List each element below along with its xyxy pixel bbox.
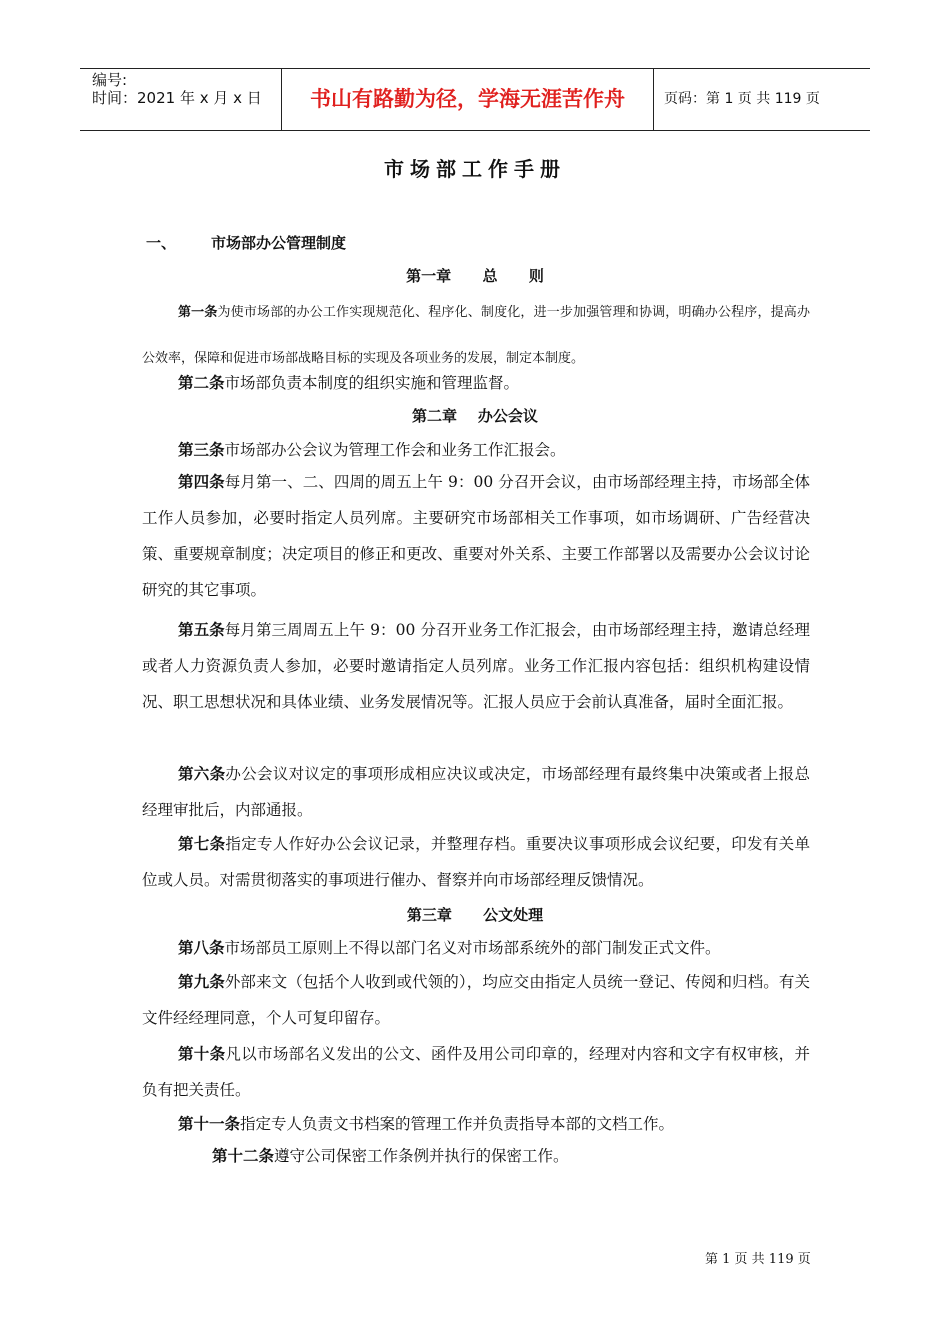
article-text: 市场部负责本制度的组织实施和管理监督。 <box>224 374 520 392</box>
article-label: 第五条 <box>178 621 225 639</box>
section-number: 一、 <box>146 234 177 252</box>
article-text: 外部来文（包括个人收到或代领的），均应交由指定人员统一登记、传阅和归档。有关文件经经理同意，个人可复印留存。 <box>142 973 810 1027</box>
header-page-label: 页码：第 1 页 共 119 页 <box>664 91 820 107</box>
article-text: 每月第三周周五上午 9：00 分召开业务工作汇报会，由市场部经理主持，邀请总经理或者人力资源负责人参加，必要时邀请指定人员列席。业务工作汇报内容包括：组织机构建设情况、职工思想状况和具体业绩、业务发展情况等。汇报人员应于会前认真准备，届时全面汇报。 <box>142 621 810 711</box>
article-label: 第十条 <box>178 1045 226 1063</box>
article-label: 第十一条 <box>178 1115 241 1133</box>
time-label: 时间：2021 年 x 月 x 日 <box>92 89 262 107</box>
article-text: 办公会议对议定的事项形成相应决议或决定，市场部经理有最终集中决策或者上报总经理审批后，内部通报。 <box>142 765 810 819</box>
chapter-heading-1: 第一章 总 则 <box>406 267 544 285</box>
number-label: 编号: <box>92 71 128 89</box>
header-meta <box>80 69 281 130</box>
article-11 <box>142 1106 810 1142</box>
article-text: 每月第一、二、四周的周五上午 9：00 分召开会议，由市场部经理主持，市场部全体工作人员参加，必要时指定人员列席。主要研究市场部相关工作事项，如市场调研、广告经营决策、重要规章制度；决定项目的修正和更改、重要对外关系、主要工作部署以及需要办公会议讨论研究的其它事项。 <box>142 473 810 599</box>
article-8 <box>142 930 810 966</box>
article-text: 指定专人作好办公会议记录，并整理存档。重要决议事项形成会议纪要，印发有关单位或人员。对需贯彻落实的事项进行催办、督察并向市场部经理反馈情况。 <box>142 835 810 889</box>
chapter-heading-2: 第二章 办公会议 <box>412 407 538 425</box>
article-12 <box>142 1138 810 1174</box>
article-7 <box>142 826 810 898</box>
article-4 <box>142 464 810 608</box>
article-label: 第九条 <box>178 973 225 991</box>
article-label: 第十二条 <box>212 1147 275 1165</box>
article-3 <box>142 432 810 468</box>
article-label: 第一条 <box>178 305 218 320</box>
article-text: 凡以市场部名义发出的公文、函件及用公司印章的，经理对内容和文字有权审核，并负有把关责任。 <box>142 1045 810 1099</box>
article-6 <box>142 756 810 828</box>
page-footer: 第 1 页 共 119 页 <box>705 1252 811 1267</box>
chapter-heading-3: 第三章 公文处理 <box>406 906 544 924</box>
section-title: 市场部办公管理制度 <box>211 234 347 252</box>
article-text: 为使市场部的办公工作实现规范化、程序化、制度化，进一步加强管理和协调，明确办公程序，提高办公效率，保障和促进市场部战略目标的实现及各项业务的发展，制定本制度。 <box>142 305 810 366</box>
article-10 <box>142 1036 810 1108</box>
article-text: 指定专人负责文书档案的管理工作并负责指导本部的文档工作。 <box>240 1115 675 1133</box>
article-label: 第二条 <box>178 374 225 392</box>
article-text: 市场部员工原则上不得以部门名义对市场部系统外的部门制发正式文件。 <box>224 939 721 957</box>
article-9 <box>142 964 810 1036</box>
article-text: 市场部办公会议为管理工作会和业务工作汇报会。 <box>224 441 566 459</box>
header-motto: 书山有路勤为径，学海无涯苦作舟 <box>281 69 654 130</box>
article-label: 第三条 <box>178 441 225 459</box>
article-5 <box>142 612 810 720</box>
page-header <box>80 68 870 131</box>
article-2 <box>142 365 810 401</box>
section-heading <box>146 232 346 253</box>
document-title: 市场部工作手册 <box>384 157 566 181</box>
article-label: 第四条 <box>178 473 225 491</box>
article-text: 遵守公司保密工作条例并执行的保密工作。 <box>274 1147 569 1165</box>
article-label: 第六条 <box>178 765 226 783</box>
article-label: 第八条 <box>178 939 225 957</box>
article-label: 第七条 <box>178 835 226 853</box>
